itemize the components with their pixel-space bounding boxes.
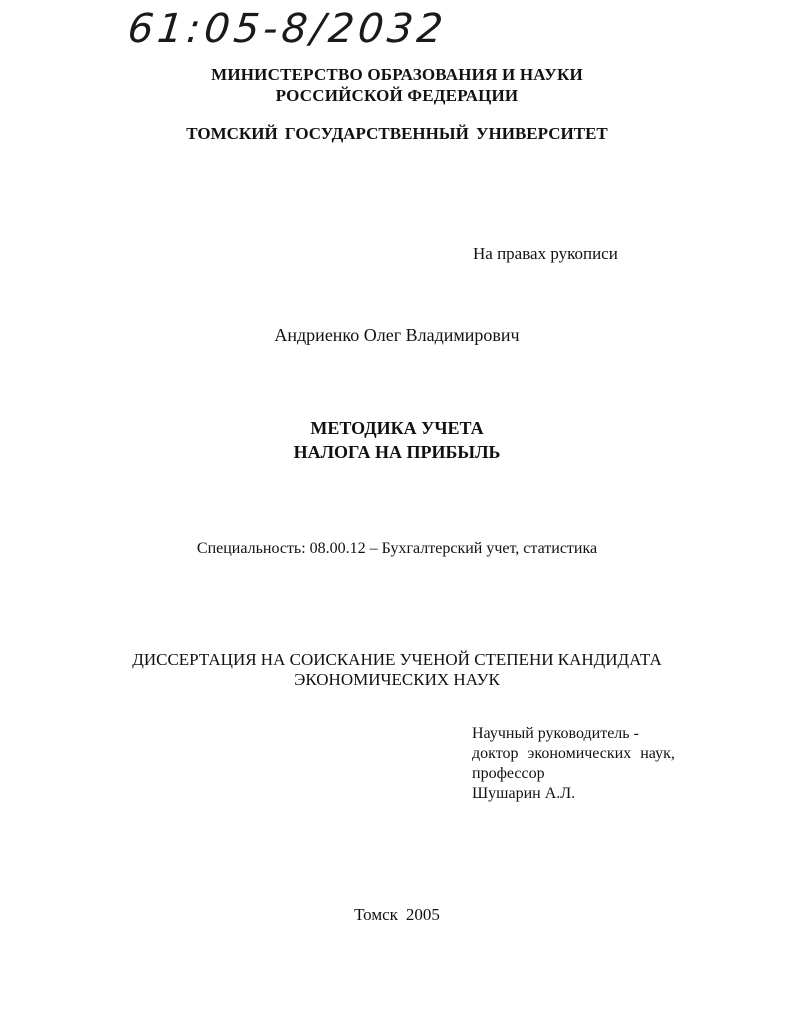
dissertation-title (0, 416, 794, 464)
ministry-line-1: МИНИСТЕРСТВО ОБРАЗОВАНИЯ И НАУКИ (211, 65, 583, 84)
library-code-handwritten: 61:05-8/2032 (125, 6, 449, 52)
specialty-line: Специальность: 08.00.12 – Бухгалтерский учет, статистика (196, 540, 598, 557)
degree-statement (0, 650, 794, 690)
title-line-2: НАЛОГА НА ПРИБЫЛЬ (293, 442, 501, 462)
year: 2005 (405, 905, 440, 924)
place-and-year (0, 905, 794, 925)
supervisor-degree: доктор экономических наук, (472, 745, 675, 762)
university-name: ТОМСКИЙ ГОСУДАРСТВЕННЫЙ УНИВЕРСИТЕТ (186, 124, 608, 143)
ministry-header (0, 64, 794, 106)
author-name: Андриенко Олег Владимирович (274, 325, 520, 345)
ministry-line-2: РОССИЙСКОЙ ФЕДЕРАЦИИ (275, 86, 519, 105)
supervisor-block (472, 724, 675, 804)
supervisor-rank: профессор (472, 765, 545, 782)
supervisor-name: Шушарин А.Л. (472, 785, 576, 802)
manuscript-note: На правах рукописи (473, 244, 618, 263)
supervisor-role: Научный руководитель - (472, 725, 639, 742)
degree-line-1: ДИССЕРТАЦИЯ НА СОИСКАНИЕ УЧЕНОЙ СТЕПЕНИ КАНДИДАТА (132, 650, 662, 669)
title-line-1: МЕТОДИКА УЧЕТА (310, 418, 484, 438)
degree-line-2: ЭКОНОМИЧЕСКИХ НАУК (294, 670, 500, 689)
city: Томск (354, 905, 398, 924)
